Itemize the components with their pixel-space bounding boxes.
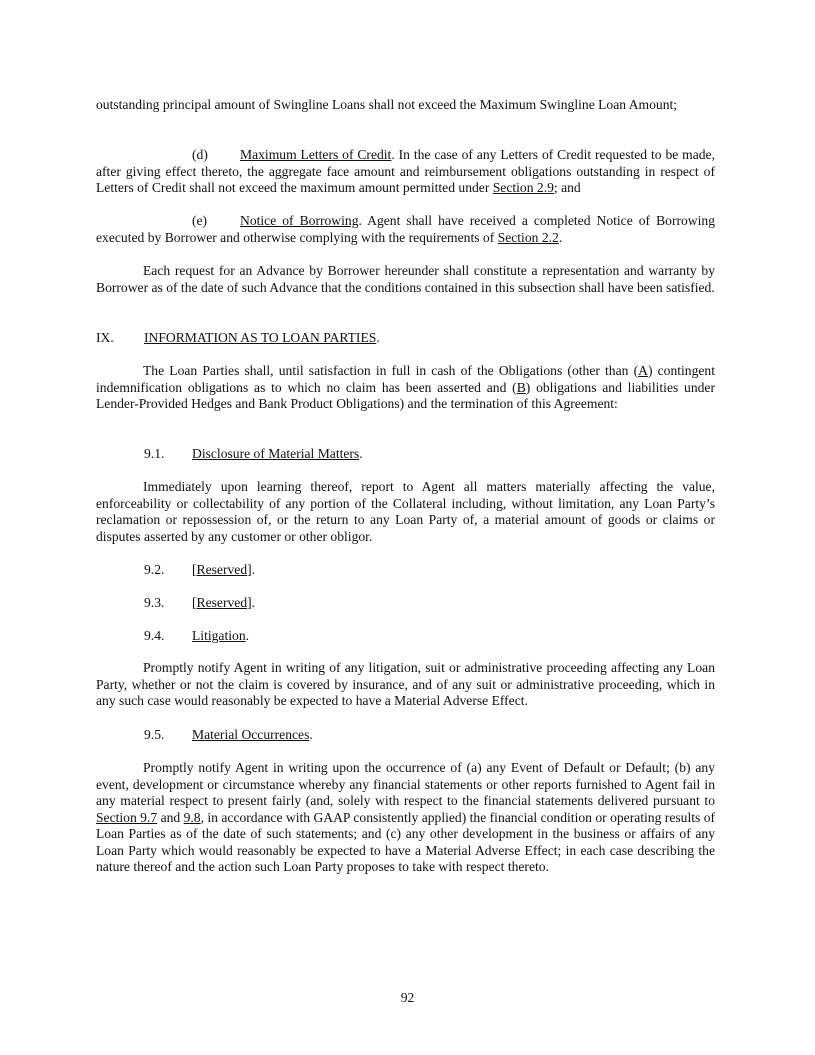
section-9-2-close: ]. (247, 562, 256, 577)
section-9-3-open: [ (192, 595, 197, 610)
section-9-1-title: Disclosure of Material Matters (192, 446, 360, 461)
section-9-1-text: Immediately upon learning thereof, report to Agent all matters materially affecting the value, enforceability or collectability of any portion of the Collateral including, without limitation, any Loan Party’s reclamation or repossession of, or the return to any Loan Party of, a material amount of goods or claims or disputes asserted by any customer or other obligor. (96, 479, 715, 544)
clause-e-text: . Agent shall have received a completed Notice of Borrowing executed by Borrower and otherwise complying with the requirements of (96, 213, 715, 245)
section-2-2-reference[interactable]: Section 2.2 (497, 229, 559, 245)
section-9-5-number: 9.5. (144, 727, 165, 742)
section-9-5-text-1: Promptly notify Agent in writing upon the occurrence of (a) any Event of Default or Default; (b) any event, development or circumstance whereby any financial statements or other reports furnished to Agent fail in any material respect to present fairly (and, solely with respect to the financial statements delivered pursuant to (96, 760, 715, 808)
intro-text-2: ) contingent indemnification obligations as to which no claim has been asserted and ( (96, 363, 715, 395)
section-9-5-text-2: , in accordance with GAAP consistently applied) the financial condition or operating results of Loan Parties as of the date of such statements; and (c) any other development in the business or affairs of any Loan Party which would reasonably be expected to have a Material Adverse Effect; in each case describing the nature thereof and the action such Loan Party proposes to take with respect thereto. (96, 809, 716, 874)
article-intro-paragraph (96, 363, 715, 413)
section-9-3-heading (96, 595, 715, 612)
clause-d-text: . In the case of any Letters of Credit requested to be made, after giving effect thereto, the aggregate face amount and reimbursement obligations outstanding in respect of Letters of Credit shall not exceed the maximum amount permitted under (96, 147, 715, 195)
continuation-paragraph: outstanding principal amount of Swingline Loans shall not exceed the Maximum Swingline Loan Amount; (96, 97, 678, 112)
section-9-5-heading: 9.5. Material Occurrences. (144, 727, 313, 742)
section-9-3-title: Reserved (196, 595, 248, 610)
section-9-2-title: Reserved (196, 562, 248, 577)
section-9-2-heading (96, 562, 715, 579)
clause-e-paragraph (96, 213, 715, 246)
article-heading (96, 330, 715, 347)
intro-text-1: The Loan Parties shall, until satisfaction in full in cash of the Obligations (other than ( (143, 363, 639, 378)
intro-marker-a: A (638, 363, 648, 378)
section-9-4-title: Litigation (192, 628, 246, 643)
section-9-4-text: Promptly notify Agent in writing of any litigation, suit or administrative proceeding affecting any Loan Party, whether or not the claim is covered by insurance, and of any suit or administrative proceeding, which in any such case would reasonably be expected to have a Material Adverse Effect. (96, 660, 715, 708)
clause-d-title: Maximum Letters of Credit (240, 147, 392, 162)
clause-d-number: (d) (192, 147, 208, 162)
section-9-1-number: 9.1. (144, 446, 165, 461)
section-9-3-number: 9.3. (144, 595, 165, 610)
section-9-3-close: ]. (247, 595, 256, 610)
intro-text-3: ) obligations and liabilities under Lender-Provided Hedges and Bank Product Obligations) and the termination of this Agreement: (96, 379, 715, 411)
page-number: 92 (400, 990, 415, 1005)
section-2-9-reference[interactable]: Section 2.9 (492, 180, 554, 195)
article-number: IX. (96, 330, 114, 345)
section-9-4-number: 9.4. (144, 628, 165, 643)
section-9-5-text (96, 760, 715, 876)
clause-e-title: Notice of Borrowing (240, 213, 359, 228)
section-9-4-heading: 9.4. Litigation. (144, 628, 250, 643)
clause-d-text-end: ; and (553, 180, 581, 195)
section-9-8-reference[interactable]: 9.8 (183, 809, 201, 825)
intro-marker-b: B (516, 379, 526, 395)
section-9-7-reference[interactable]: Section 9.7 (96, 809, 158, 825)
clause-e-number: (e) (192, 213, 208, 228)
section-9-2-open: [ (192, 562, 197, 577)
clause-d-paragraph (96, 147, 715, 197)
article-title-end: . (376, 330, 380, 345)
section-9-2-number: 9.2. (144, 562, 165, 577)
section-9-5-and: and (157, 809, 184, 825)
article-title: INFORMATION AS TO LOAN PARTIES (144, 330, 377, 345)
clause-e-text-end: . (558, 229, 563, 245)
section-9-5-title: Material Occurrences (192, 727, 310, 742)
section-9-1-heading: 9.1. Disclosure of Material Matters. (144, 446, 363, 461)
each-request-paragraph: Each request for an Advance by Borrower hereunder shall constitute a representation and warranty by Borrower as of the date of such Advance that the conditions contained in this subsection shall have been satisfied. (96, 263, 715, 295)
